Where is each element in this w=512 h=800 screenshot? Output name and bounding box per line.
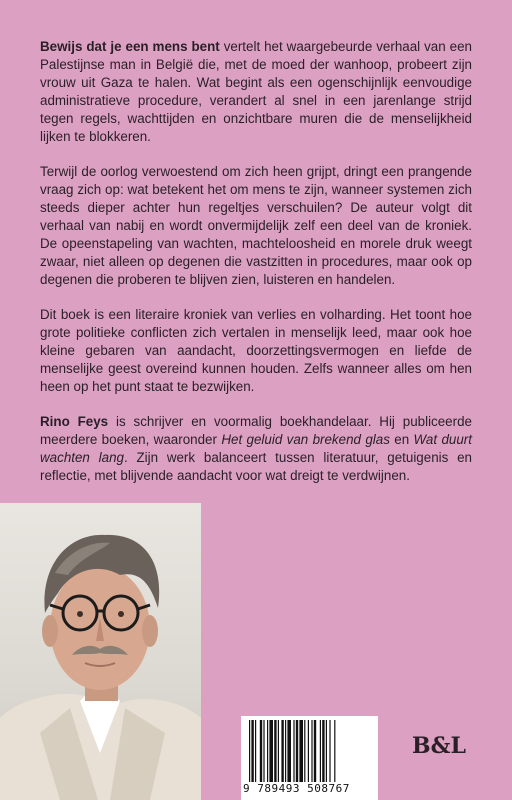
paragraph-synopsis-1 [40, 38, 472, 146]
barcode-bar [263, 720, 264, 782]
paragraph-synopsis-2: Terwijl de oorlog verwoestend om zich heen grijpt, dringt een prangende vraag zich op: wat betekent het om mens te zijn, wanneer systemen zich steeds dieper achter hun regeltjes verschuilen? De auteur volgt dit verhaal van nabij en wordt onvermijdelijk zelf een deel van de kroniek. De opeenstapeling van wachten, machteloosheid en morele druk weegt zwaar, niet alleen op degenen die vastzitten in procedures, maar ook op degenen die proberen te blijven zien, luisteren en handelen. [40, 164, 472, 287]
publisher-logo: B&L [412, 733, 466, 759]
barcode-bar [304, 720, 305, 782]
back-cover-text [40, 38, 472, 502]
barcode-bar [278, 720, 279, 782]
barcode-bar [320, 720, 321, 782]
barcode-bar [285, 720, 286, 782]
barcode-bar [249, 720, 250, 782]
barcode-bar [267, 720, 268, 782]
barcode-bar [311, 720, 312, 782]
book-title: Bewijs dat je een mens bent [40, 39, 220, 54]
barcode-bar [293, 720, 294, 782]
barcode-bar [260, 720, 262, 782]
book-title-2: Wat duurt wachten lang [40, 432, 472, 465]
barcode-bar [322, 720, 324, 782]
barcode-bars [249, 720, 370, 782]
barcode-bar [287, 720, 291, 782]
author-bio-text: . Zijn werk balanceert tussen literatuur, getuigenis en reflectie, met blijvende aandacht voor wat dreigt te verdwijnen. [40, 450, 472, 483]
author-bio-text: is schrijver en voormalig boekhandelaar. Hij publiceerde meerdere boeken, waaronder [40, 414, 472, 447]
barcode-bar [251, 720, 253, 782]
barcode-bar [255, 720, 256, 782]
isbn-digits: 9 789493 508767 [243, 782, 350, 795]
barcode-bar [329, 720, 330, 782]
author-name: Rino Feys [40, 414, 109, 429]
barcode-bar [326, 720, 327, 782]
book-title-1: Het geluid van brekend glas [221, 432, 390, 447]
barcode-bar [274, 720, 276, 782]
paragraph-synopsis-3: Dit boek is een literaire kroniek van verlies en volharding. Het toont hoe grote politieke conflicten zich vertalen in menselijk leed, maar ook hoe kleine gebaren van aandacht, doorzettingsvermogen en liefde de menselijke geest overeind kunnen houden. Zelfs wanneer alles om hen heen op het punt staat te bezwijken. [40, 307, 472, 394]
barcode-bar [269, 720, 273, 782]
barcode-bar [314, 720, 316, 782]
barcode-bar [281, 720, 283, 782]
barcode-bar [299, 720, 303, 782]
barcode-bar [296, 720, 298, 782]
synopsis-text-1: vertelt het waargebeurde verhaal van een Palestijnse man in België die, met de moed der wanhoop, probeert zijn vrouw uit Gaza te halen. Wat begint als een ogenschijnlijk eenvoudige administratieve procedure, verandert al snel in een jarenlange strijd tegen regels, wachttijden en onzichtbare muren die de menselijkheid lijken te blokkeren. [40, 39, 472, 144]
paragraph-author-bio [40, 413, 472, 485]
author-portrait-illustration [0, 503, 201, 800]
author-photo [0, 503, 201, 800]
isbn-barcode [241, 716, 378, 800]
barcode-bar [334, 720, 335, 782]
barcode-bar [308, 720, 309, 782]
author-bio-text: en [389, 432, 414, 447]
